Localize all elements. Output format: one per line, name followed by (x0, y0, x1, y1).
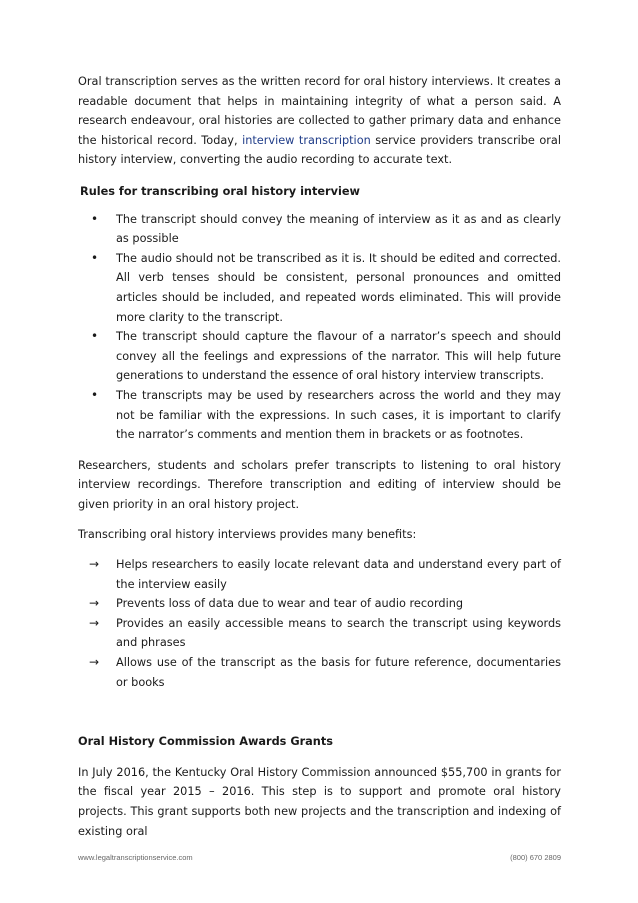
grants-paragraph: In July 2016, the Kentucky Oral History Commission announced $55,700 in grants for the fiscal year 2015 – 2016. This step is to support and promote oral history projects. This grant supports both new projects and the transcription and indexing of existing oral (78, 765, 561, 838)
intro-text-start: Oral transcription serves as the written record for oral history interviews. It creates a readable document that helps in maintaining integrity of what a person said. A research endeavour, oral histories are collected to gather primary data and enhance the historical record. Today, (78, 75, 561, 147)
arrow-right-icon: → (89, 655, 100, 670)
footer-website[interactable]: www.legaltranscriptionservice.com (78, 853, 193, 862)
grants-heading: Oral History Commission Awards Grants (78, 735, 333, 749)
page-footer (78, 853, 561, 862)
bullet-icon: • (91, 329, 99, 344)
arrow-right-icon: → (89, 557, 100, 572)
document-page (78, 72, 561, 841)
researchers-paragraph: Researchers, students and scholars prefer transcripts to listening to oral history interview recordings. Therefore transcription and editing of interview should be given priority in an oral history project. (78, 458, 561, 511)
interview-transcription-link[interactable]: interview transcription (242, 133, 371, 147)
footer-phone: (800) 670 2809 (510, 853, 561, 862)
benefits-intro: Transcribing oral history interviews provides many benefits: (78, 528, 417, 542)
bullet-icon: • (91, 250, 99, 265)
intro-text-end: service providers transcribe oral history interview, converting the audio recording to accurate text. (78, 133, 561, 167)
list-item: • The audio should not be transcribed as it is. It should be edited and corrected. All verb tenses should be consistent, personal pronounces and omitted articles should be included, and repeated words eliminated. This will provide more clarity to the transcript. (91, 250, 561, 324)
rules-list (78, 210, 561, 445)
list-item: → Allows use of the transcript as the basis for future reference, documentaries or books (89, 655, 561, 689)
list-item: → Prevents loss of data due to wear and tear of audio recording (78, 594, 561, 614)
bullet-icon: • (91, 387, 99, 402)
arrow-right-icon: → (89, 615, 100, 630)
benefits-list (78, 555, 561, 692)
rules-heading: Rules for transcribing oral history interview (80, 184, 360, 198)
list-item: → Provides an easily accessible means to search the transcript using keywords and phrases (89, 615, 561, 650)
intro-paragraph (78, 72, 561, 170)
arrow-right-icon: → (89, 596, 100, 611)
list-item: • The transcript should convey the meaning of interview as it as and as clearly as possible (91, 211, 561, 246)
list-item: → Helps researchers to easily locate relevant data and understand every part of the interview easily (89, 557, 561, 591)
bullet-icon: • (91, 211, 99, 226)
list-item: • The transcript should capture the flavour of a narrator’s speech and should convey all the feelings and expressions of the narrator. This will help future generations to understand the essence of oral history interview transcripts. (91, 329, 561, 383)
list-item: • The transcripts may be used by researchers across the world and they may not be familiar with the expressions. In such cases, it is important to clarify the narrator’s comments and mention them in brackets or as footnotes. (91, 387, 561, 442)
